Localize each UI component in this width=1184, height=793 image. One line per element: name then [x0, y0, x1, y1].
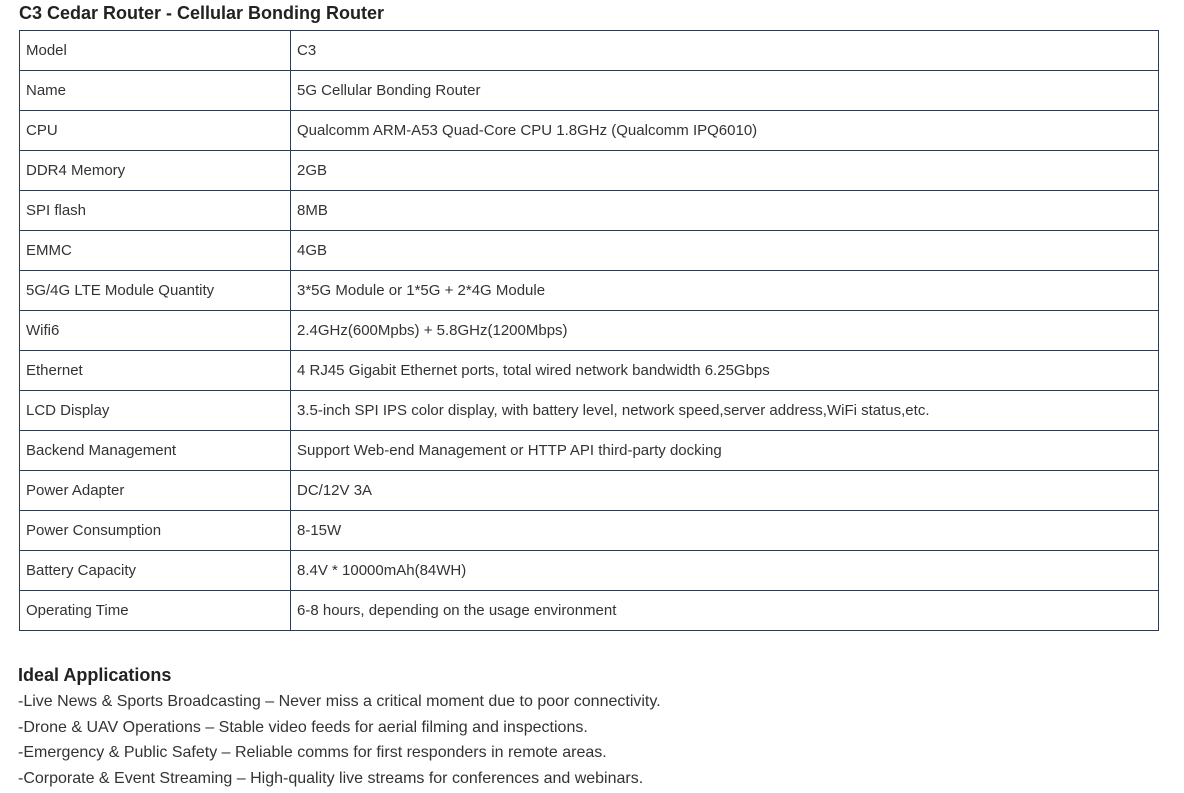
table-row: [20, 351, 1159, 391]
table-row: [20, 191, 1159, 231]
table-row: [20, 71, 1159, 111]
spec-label: SPI flash: [20, 191, 291, 231]
list-item: -Drone & UAV Operations – Stable video feeds for aerial filming and inspections.: [18, 718, 588, 736]
table-row: [20, 31, 1159, 71]
spec-label: 5G/4G LTE Module Quantity: [20, 271, 291, 311]
spec-value: 8MB: [291, 191, 1159, 231]
spec-label: Model: [20, 31, 291, 71]
spec-label: CPU: [20, 111, 291, 151]
spec-label: Wifi6: [20, 311, 291, 351]
spec-label: Ethernet: [20, 351, 291, 391]
spec-value: Support Web-end Management or HTTP API third-party docking: [291, 431, 1159, 471]
applications-list: [18, 689, 661, 792]
spec-label: DDR4 Memory: [20, 151, 291, 191]
table-row: [20, 591, 1159, 631]
spec-label: Operating Time: [20, 591, 291, 631]
spec-label: Backend Management: [20, 431, 291, 471]
spec-label: EMMC: [20, 231, 291, 271]
spec-value: Qualcomm ARM-A53 Quad-Core CPU 1.8GHz (Qualcomm IPQ6010): [291, 111, 1159, 151]
table-row: [20, 471, 1159, 511]
spec-label: Name: [20, 71, 291, 111]
table-row: [20, 111, 1159, 151]
spec-value: DC/12V 3A: [291, 471, 1159, 511]
table-row: [20, 391, 1159, 431]
page-title: C3 Cedar Router - Cellular Bonding Router: [19, 3, 385, 23]
spec-value: 8-15W: [291, 511, 1159, 551]
spec-value: 3.5-inch SPI IPS color display, with battery level, network speed,server address,WiFi status,etc.: [291, 391, 1159, 431]
spec-value: 8.4V * 10000mAh(84WH): [291, 551, 1159, 591]
list-item: -Emergency & Public Safety – Reliable comms for first responders in remote areas.: [18, 744, 607, 762]
spec-value: 5G Cellular Bonding Router: [291, 71, 1159, 111]
spec-value: 4GB: [291, 231, 1159, 271]
spec-label: Power Adapter: [20, 471, 291, 511]
spec-value: 4 RJ45 Gigabit Ethernet ports, total wired network bandwidth 6.25Gbps: [291, 351, 1159, 391]
list-item: -Live News & Sports Broadcasting – Never miss a critical moment due to poor connectivity.: [18, 693, 661, 710]
spec-value: C3: [291, 31, 1159, 71]
spec-table: [19, 30, 1159, 631]
table-row: [20, 271, 1159, 311]
spec-label: Power Consumption: [20, 511, 291, 551]
table-row: [20, 551, 1159, 591]
spec-value: 3*5G Module or 1*5G + 2*4G Module: [291, 271, 1159, 311]
spec-label: LCD Display: [20, 391, 291, 431]
table-row: [20, 231, 1159, 271]
table-row: [20, 511, 1159, 551]
spec-value: 2.4GHz(600Mpbs) + 5.8GHz(1200Mbps): [291, 311, 1159, 351]
spec-value: 2GB: [291, 151, 1159, 191]
applications-heading: Ideal Applications: [18, 665, 172, 685]
table-row: [20, 151, 1159, 191]
list-item: -Corporate & Event Streaming – High-quality live streams for conferences and webinars.: [18, 770, 644, 788]
table-row: [20, 311, 1159, 351]
table-row: [20, 431, 1159, 471]
spec-value: 6-8 hours, depending on the usage environment: [291, 591, 1159, 631]
spec-label: Battery Capacity: [20, 551, 291, 591]
